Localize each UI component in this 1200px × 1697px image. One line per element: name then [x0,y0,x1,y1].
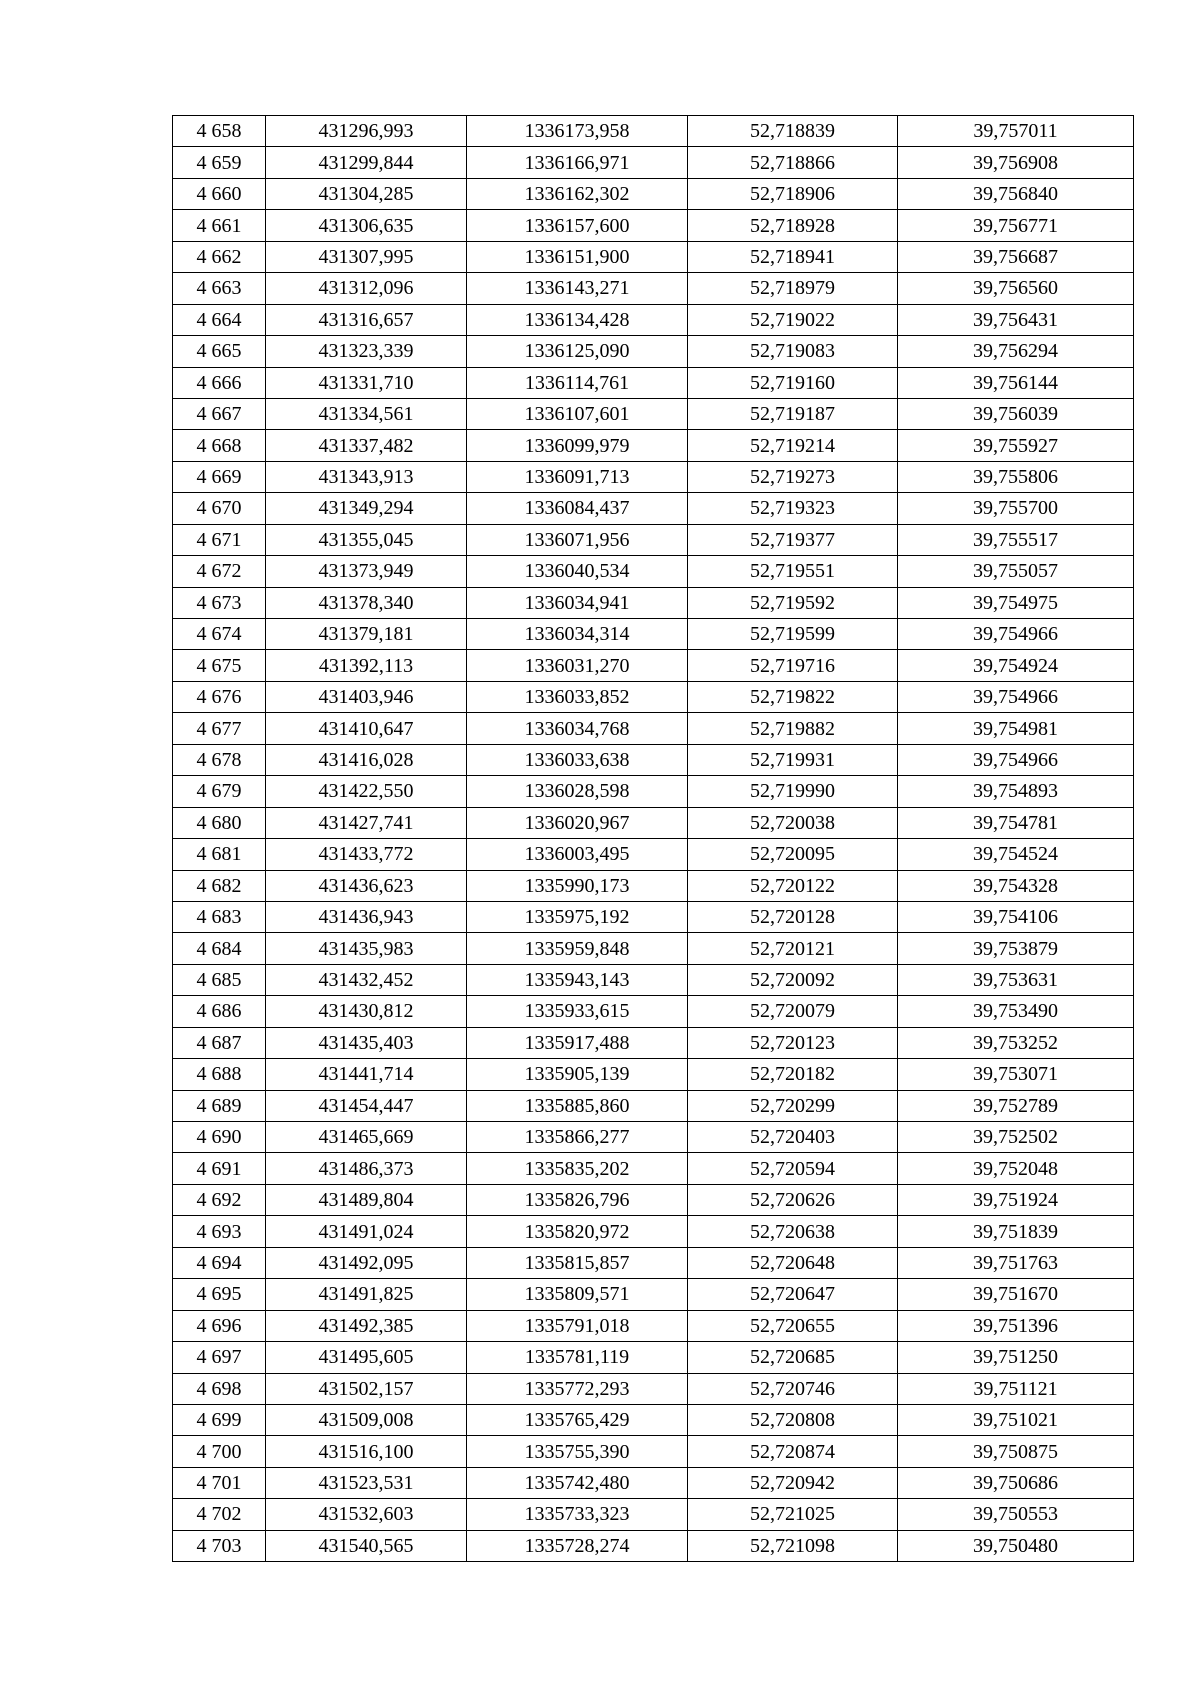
table-row [173,1499,1134,1530]
point-number-cell: 4 677 [173,713,266,744]
table-row [173,776,1134,807]
point-number-cell: 4 692 [173,1184,266,1215]
x-coordinate-cell: 431410,647 [266,713,467,744]
y-coordinate-cell: 1336157,600 [467,210,688,241]
latitude-cell: 52,720079 [688,996,898,1027]
x-coordinate-cell: 431422,550 [266,776,467,807]
latitude-cell: 52,720122 [688,870,898,901]
longitude-cell: 39,753490 [898,996,1134,1027]
y-coordinate-cell: 1336125,090 [467,336,688,367]
x-coordinate-cell: 431489,804 [266,1184,467,1215]
longitude-cell: 39,752789 [898,1090,1134,1121]
point-number-cell: 4 679 [173,776,266,807]
table-row [173,650,1134,681]
point-number-cell: 4 659 [173,147,266,178]
latitude-cell: 52,719160 [688,367,898,398]
y-coordinate-cell: 1335975,192 [467,901,688,932]
latitude-cell: 52,720038 [688,807,898,838]
table-row [173,964,1134,995]
latitude-cell: 52,720403 [688,1122,898,1153]
x-coordinate-cell: 431491,825 [266,1279,467,1310]
x-coordinate-cell: 431465,669 [266,1122,467,1153]
table-row [173,587,1134,618]
table-row [173,1279,1134,1310]
longitude-cell: 39,751021 [898,1404,1134,1435]
x-coordinate-cell: 431392,113 [266,650,467,681]
x-coordinate-cell: 431532,603 [266,1499,467,1530]
latitude-cell: 52,720182 [688,1059,898,1090]
x-coordinate-cell: 431441,714 [266,1059,467,1090]
table-row [173,1184,1134,1215]
longitude-cell: 39,756431 [898,304,1134,335]
longitude-cell: 39,750875 [898,1436,1134,1467]
y-coordinate-cell: 1335990,173 [467,870,688,901]
latitude-cell: 52,720121 [688,933,898,964]
point-number-cell: 4 667 [173,398,266,429]
latitude-cell: 52,718979 [688,273,898,304]
y-coordinate-cell: 1336034,768 [467,713,688,744]
table-row [173,681,1134,712]
longitude-cell: 39,754966 [898,619,1134,650]
longitude-cell: 39,751670 [898,1279,1134,1310]
y-coordinate-cell: 1335820,972 [467,1216,688,1247]
latitude-cell: 52,719990 [688,776,898,807]
y-coordinate-cell: 1336031,270 [467,650,688,681]
y-coordinate-cell: 1336134,428 [467,304,688,335]
y-coordinate-cell: 1336071,956 [467,524,688,555]
latitude-cell: 52,719323 [688,493,898,524]
y-coordinate-cell: 1336143,271 [467,273,688,304]
x-coordinate-cell: 431436,943 [266,901,467,932]
y-coordinate-cell: 1336033,852 [467,681,688,712]
longitude-cell: 39,756039 [898,398,1134,429]
table-row [173,1467,1134,1498]
x-coordinate-cell: 431435,403 [266,1027,467,1058]
x-coordinate-cell: 431523,531 [266,1467,467,1498]
longitude-cell: 39,755700 [898,493,1134,524]
x-coordinate-cell: 431433,772 [266,839,467,870]
y-coordinate-cell: 1336003,495 [467,839,688,870]
y-coordinate-cell: 1336107,601 [467,398,688,429]
y-coordinate-cell: 1335959,848 [467,933,688,964]
table-row [173,1153,1134,1184]
longitude-cell: 39,751763 [898,1247,1134,1278]
table-row [173,1216,1134,1247]
latitude-cell: 52,719377 [688,524,898,555]
y-coordinate-cell: 1335943,143 [467,964,688,995]
longitude-cell: 39,751121 [898,1373,1134,1404]
y-coordinate-cell: 1335765,429 [467,1404,688,1435]
table-row [173,1027,1134,1058]
longitude-cell: 39,754975 [898,587,1134,618]
table-row [173,336,1134,367]
x-coordinate-cell: 431492,385 [266,1310,467,1341]
point-number-cell: 4 691 [173,1153,266,1184]
point-number-cell: 4 662 [173,241,266,272]
latitude-cell: 52,718866 [688,147,898,178]
latitude-cell: 52,720299 [688,1090,898,1121]
table-row [173,367,1134,398]
y-coordinate-cell: 1335905,139 [467,1059,688,1090]
latitude-cell: 52,721025 [688,1499,898,1530]
latitude-cell: 52,719599 [688,619,898,650]
latitude-cell: 52,720942 [688,1467,898,1498]
longitude-cell: 39,754781 [898,807,1134,838]
longitude-cell: 39,750480 [898,1530,1134,1561]
point-number-cell: 4 690 [173,1122,266,1153]
latitude-cell: 52,719931 [688,744,898,775]
longitude-cell: 39,755517 [898,524,1134,555]
y-coordinate-cell: 1336040,534 [467,556,688,587]
latitude-cell: 52,720655 [688,1310,898,1341]
x-coordinate-cell: 431378,340 [266,587,467,618]
point-number-cell: 4 680 [173,807,266,838]
point-number-cell: 4 668 [173,430,266,461]
table-row [173,493,1134,524]
point-number-cell: 4 702 [173,1499,266,1530]
x-coordinate-cell: 431492,095 [266,1247,467,1278]
x-coordinate-cell: 431306,635 [266,210,467,241]
longitude-cell: 39,756144 [898,367,1134,398]
table-row [173,1530,1134,1561]
y-coordinate-cell: 1335733,323 [467,1499,688,1530]
longitude-cell: 39,751839 [898,1216,1134,1247]
point-number-cell: 4 664 [173,304,266,335]
longitude-cell: 39,754966 [898,681,1134,712]
x-coordinate-cell: 431349,294 [266,493,467,524]
latitude-cell: 52,719551 [688,556,898,587]
longitude-cell: 39,750553 [898,1499,1134,1530]
latitude-cell: 52,720123 [688,1027,898,1058]
latitude-cell: 52,720808 [688,1404,898,1435]
x-coordinate-cell: 431540,565 [266,1530,467,1561]
y-coordinate-cell: 1336028,598 [467,776,688,807]
y-coordinate-cell: 1335728,274 [467,1530,688,1561]
point-number-cell: 4 683 [173,901,266,932]
latitude-cell: 52,720638 [688,1216,898,1247]
longitude-cell: 39,754966 [898,744,1134,775]
x-coordinate-cell: 431427,741 [266,807,467,838]
table-row [173,147,1134,178]
table-row [173,996,1134,1027]
table-row [173,1404,1134,1435]
longitude-cell: 39,753071 [898,1059,1134,1090]
y-coordinate-cell: 1335809,571 [467,1279,688,1310]
longitude-cell: 39,756294 [898,336,1134,367]
x-coordinate-cell: 431312,096 [266,273,467,304]
point-number-cell: 4 697 [173,1342,266,1373]
point-number-cell: 4 686 [173,996,266,1027]
latitude-cell: 52,720874 [688,1436,898,1467]
x-coordinate-cell: 431454,447 [266,1090,467,1121]
point-number-cell: 4 696 [173,1310,266,1341]
latitude-cell: 52,720095 [688,839,898,870]
y-coordinate-cell: 1336151,900 [467,241,688,272]
x-coordinate-cell: 431355,045 [266,524,467,555]
latitude-cell: 52,719273 [688,461,898,492]
longitude-cell: 39,752048 [898,1153,1134,1184]
table-row [173,304,1134,335]
x-coordinate-cell: 431323,339 [266,336,467,367]
table-row [173,1373,1134,1404]
y-coordinate-cell: 1335835,202 [467,1153,688,1184]
x-coordinate-cell: 431316,657 [266,304,467,335]
latitude-cell: 52,720594 [688,1153,898,1184]
point-number-cell: 4 689 [173,1090,266,1121]
latitude-cell: 52,720647 [688,1279,898,1310]
longitude-cell: 39,752502 [898,1122,1134,1153]
table-row [173,1342,1134,1373]
latitude-cell: 52,720685 [688,1342,898,1373]
longitude-cell: 39,756560 [898,273,1134,304]
y-coordinate-cell: 1336173,958 [467,116,688,147]
table-row [173,1059,1134,1090]
x-coordinate-cell: 431516,100 [266,1436,467,1467]
point-number-cell: 4 676 [173,681,266,712]
latitude-cell: 52,718906 [688,178,898,209]
y-coordinate-cell: 1335781,119 [467,1342,688,1373]
longitude-cell: 39,753879 [898,933,1134,964]
y-coordinate-cell: 1335815,857 [467,1247,688,1278]
table-row [173,116,1134,147]
x-coordinate-cell: 431495,605 [266,1342,467,1373]
latitude-cell: 52,719882 [688,713,898,744]
table-row [173,524,1134,555]
latitude-cell: 52,720092 [688,964,898,995]
table-row [173,807,1134,838]
point-number-cell: 4 687 [173,1027,266,1058]
longitude-cell: 39,754524 [898,839,1134,870]
latitude-cell: 52,719214 [688,430,898,461]
latitude-cell: 52,718928 [688,210,898,241]
longitude-cell: 39,754893 [898,776,1134,807]
x-coordinate-cell: 431331,710 [266,367,467,398]
coordinates-table [172,115,1134,1562]
longitude-cell: 39,755057 [898,556,1134,587]
table-row [173,398,1134,429]
table-row [173,933,1134,964]
y-coordinate-cell: 1335742,480 [467,1467,688,1498]
table-row [173,210,1134,241]
point-number-cell: 4 699 [173,1404,266,1435]
latitude-cell: 52,719592 [688,587,898,618]
y-coordinate-cell: 1336091,713 [467,461,688,492]
y-coordinate-cell: 1335826,796 [467,1184,688,1215]
x-coordinate-cell: 431403,946 [266,681,467,712]
x-coordinate-cell: 431491,024 [266,1216,467,1247]
x-coordinate-cell: 431296,993 [266,116,467,147]
table-row [173,870,1134,901]
table-row [173,273,1134,304]
x-coordinate-cell: 431304,285 [266,178,467,209]
point-number-cell: 4 665 [173,336,266,367]
table-row [173,839,1134,870]
x-coordinate-cell: 431436,623 [266,870,467,901]
x-coordinate-cell: 431299,844 [266,147,467,178]
x-coordinate-cell: 431502,157 [266,1373,467,1404]
x-coordinate-cell: 431343,913 [266,461,467,492]
y-coordinate-cell: 1336099,979 [467,430,688,461]
longitude-cell: 39,753252 [898,1027,1134,1058]
y-coordinate-cell: 1336162,302 [467,178,688,209]
point-number-cell: 4 685 [173,964,266,995]
latitude-cell: 52,721098 [688,1530,898,1561]
point-number-cell: 4 670 [173,493,266,524]
table-row [173,556,1134,587]
longitude-cell: 39,751250 [898,1342,1134,1373]
point-number-cell: 4 669 [173,461,266,492]
point-number-cell: 4 673 [173,587,266,618]
point-number-cell: 4 688 [173,1059,266,1090]
longitude-cell: 39,756840 [898,178,1134,209]
point-number-cell: 4 658 [173,116,266,147]
latitude-cell: 52,719716 [688,650,898,681]
table-row [173,744,1134,775]
point-number-cell: 4 701 [173,1467,266,1498]
table-row [173,1090,1134,1121]
table-row [173,713,1134,744]
coordinates-table-body [173,116,1134,1562]
y-coordinate-cell: 1336020,967 [467,807,688,838]
latitude-cell: 52,719187 [688,398,898,429]
y-coordinate-cell: 1335917,488 [467,1027,688,1058]
point-number-cell: 4 672 [173,556,266,587]
point-number-cell: 4 678 [173,744,266,775]
latitude-cell: 52,719083 [688,336,898,367]
point-number-cell: 4 700 [173,1436,266,1467]
table-row [173,1436,1134,1467]
y-coordinate-cell: 1336166,971 [467,147,688,178]
latitude-cell: 52,719822 [688,681,898,712]
point-number-cell: 4 695 [173,1279,266,1310]
latitude-cell: 52,720648 [688,1247,898,1278]
x-coordinate-cell: 431416,028 [266,744,467,775]
point-number-cell: 4 682 [173,870,266,901]
y-coordinate-cell: 1335791,018 [467,1310,688,1341]
x-coordinate-cell: 431334,561 [266,398,467,429]
table-row [173,1247,1134,1278]
y-coordinate-cell: 1336034,941 [467,587,688,618]
y-coordinate-cell: 1335755,390 [467,1436,688,1467]
point-number-cell: 4 663 [173,273,266,304]
longitude-cell: 39,753631 [898,964,1134,995]
longitude-cell: 39,755927 [898,430,1134,461]
y-coordinate-cell: 1335772,293 [467,1373,688,1404]
point-number-cell: 4 660 [173,178,266,209]
y-coordinate-cell: 1336034,314 [467,619,688,650]
x-coordinate-cell: 431435,983 [266,933,467,964]
point-number-cell: 4 684 [173,933,266,964]
latitude-cell: 52,719022 [688,304,898,335]
latitude-cell: 52,720746 [688,1373,898,1404]
table-row [173,461,1134,492]
longitude-cell: 39,755806 [898,461,1134,492]
latitude-cell: 52,718839 [688,116,898,147]
point-number-cell: 4 674 [173,619,266,650]
y-coordinate-cell: 1335885,860 [467,1090,688,1121]
x-coordinate-cell: 431337,482 [266,430,467,461]
x-coordinate-cell: 431379,181 [266,619,467,650]
point-number-cell: 4 693 [173,1216,266,1247]
y-coordinate-cell: 1335866,277 [467,1122,688,1153]
y-coordinate-cell: 1335933,615 [467,996,688,1027]
point-number-cell: 4 675 [173,650,266,681]
y-coordinate-cell: 1336084,437 [467,493,688,524]
longitude-cell: 39,754981 [898,713,1134,744]
x-coordinate-cell: 431307,995 [266,241,467,272]
point-number-cell: 4 694 [173,1247,266,1278]
x-coordinate-cell: 431373,949 [266,556,467,587]
longitude-cell: 39,754924 [898,650,1134,681]
latitude-cell: 52,718941 [688,241,898,272]
point-number-cell: 4 666 [173,367,266,398]
latitude-cell: 52,720128 [688,901,898,932]
point-number-cell: 4 671 [173,524,266,555]
x-coordinate-cell: 431509,008 [266,1404,467,1435]
table-row [173,430,1134,461]
longitude-cell: 39,756908 [898,147,1134,178]
longitude-cell: 39,750686 [898,1467,1134,1498]
table-row [173,178,1134,209]
point-number-cell: 4 681 [173,839,266,870]
table-row [173,1310,1134,1341]
point-number-cell: 4 698 [173,1373,266,1404]
longitude-cell: 39,754328 [898,870,1134,901]
table-row [173,1122,1134,1153]
table-row [173,901,1134,932]
y-coordinate-cell: 1336114,761 [467,367,688,398]
longitude-cell: 39,756687 [898,241,1134,272]
table-row [173,619,1134,650]
longitude-cell: 39,751924 [898,1184,1134,1215]
x-coordinate-cell: 431486,373 [266,1153,467,1184]
x-coordinate-cell: 431432,452 [266,964,467,995]
y-coordinate-cell: 1336033,638 [467,744,688,775]
latitude-cell: 52,720626 [688,1184,898,1215]
point-number-cell: 4 703 [173,1530,266,1561]
longitude-cell: 39,751396 [898,1310,1134,1341]
longitude-cell: 39,757011 [898,116,1134,147]
table-row [173,241,1134,272]
longitude-cell: 39,756771 [898,210,1134,241]
point-number-cell: 4 661 [173,210,266,241]
longitude-cell: 39,754106 [898,901,1134,932]
x-coordinate-cell: 431430,812 [266,996,467,1027]
